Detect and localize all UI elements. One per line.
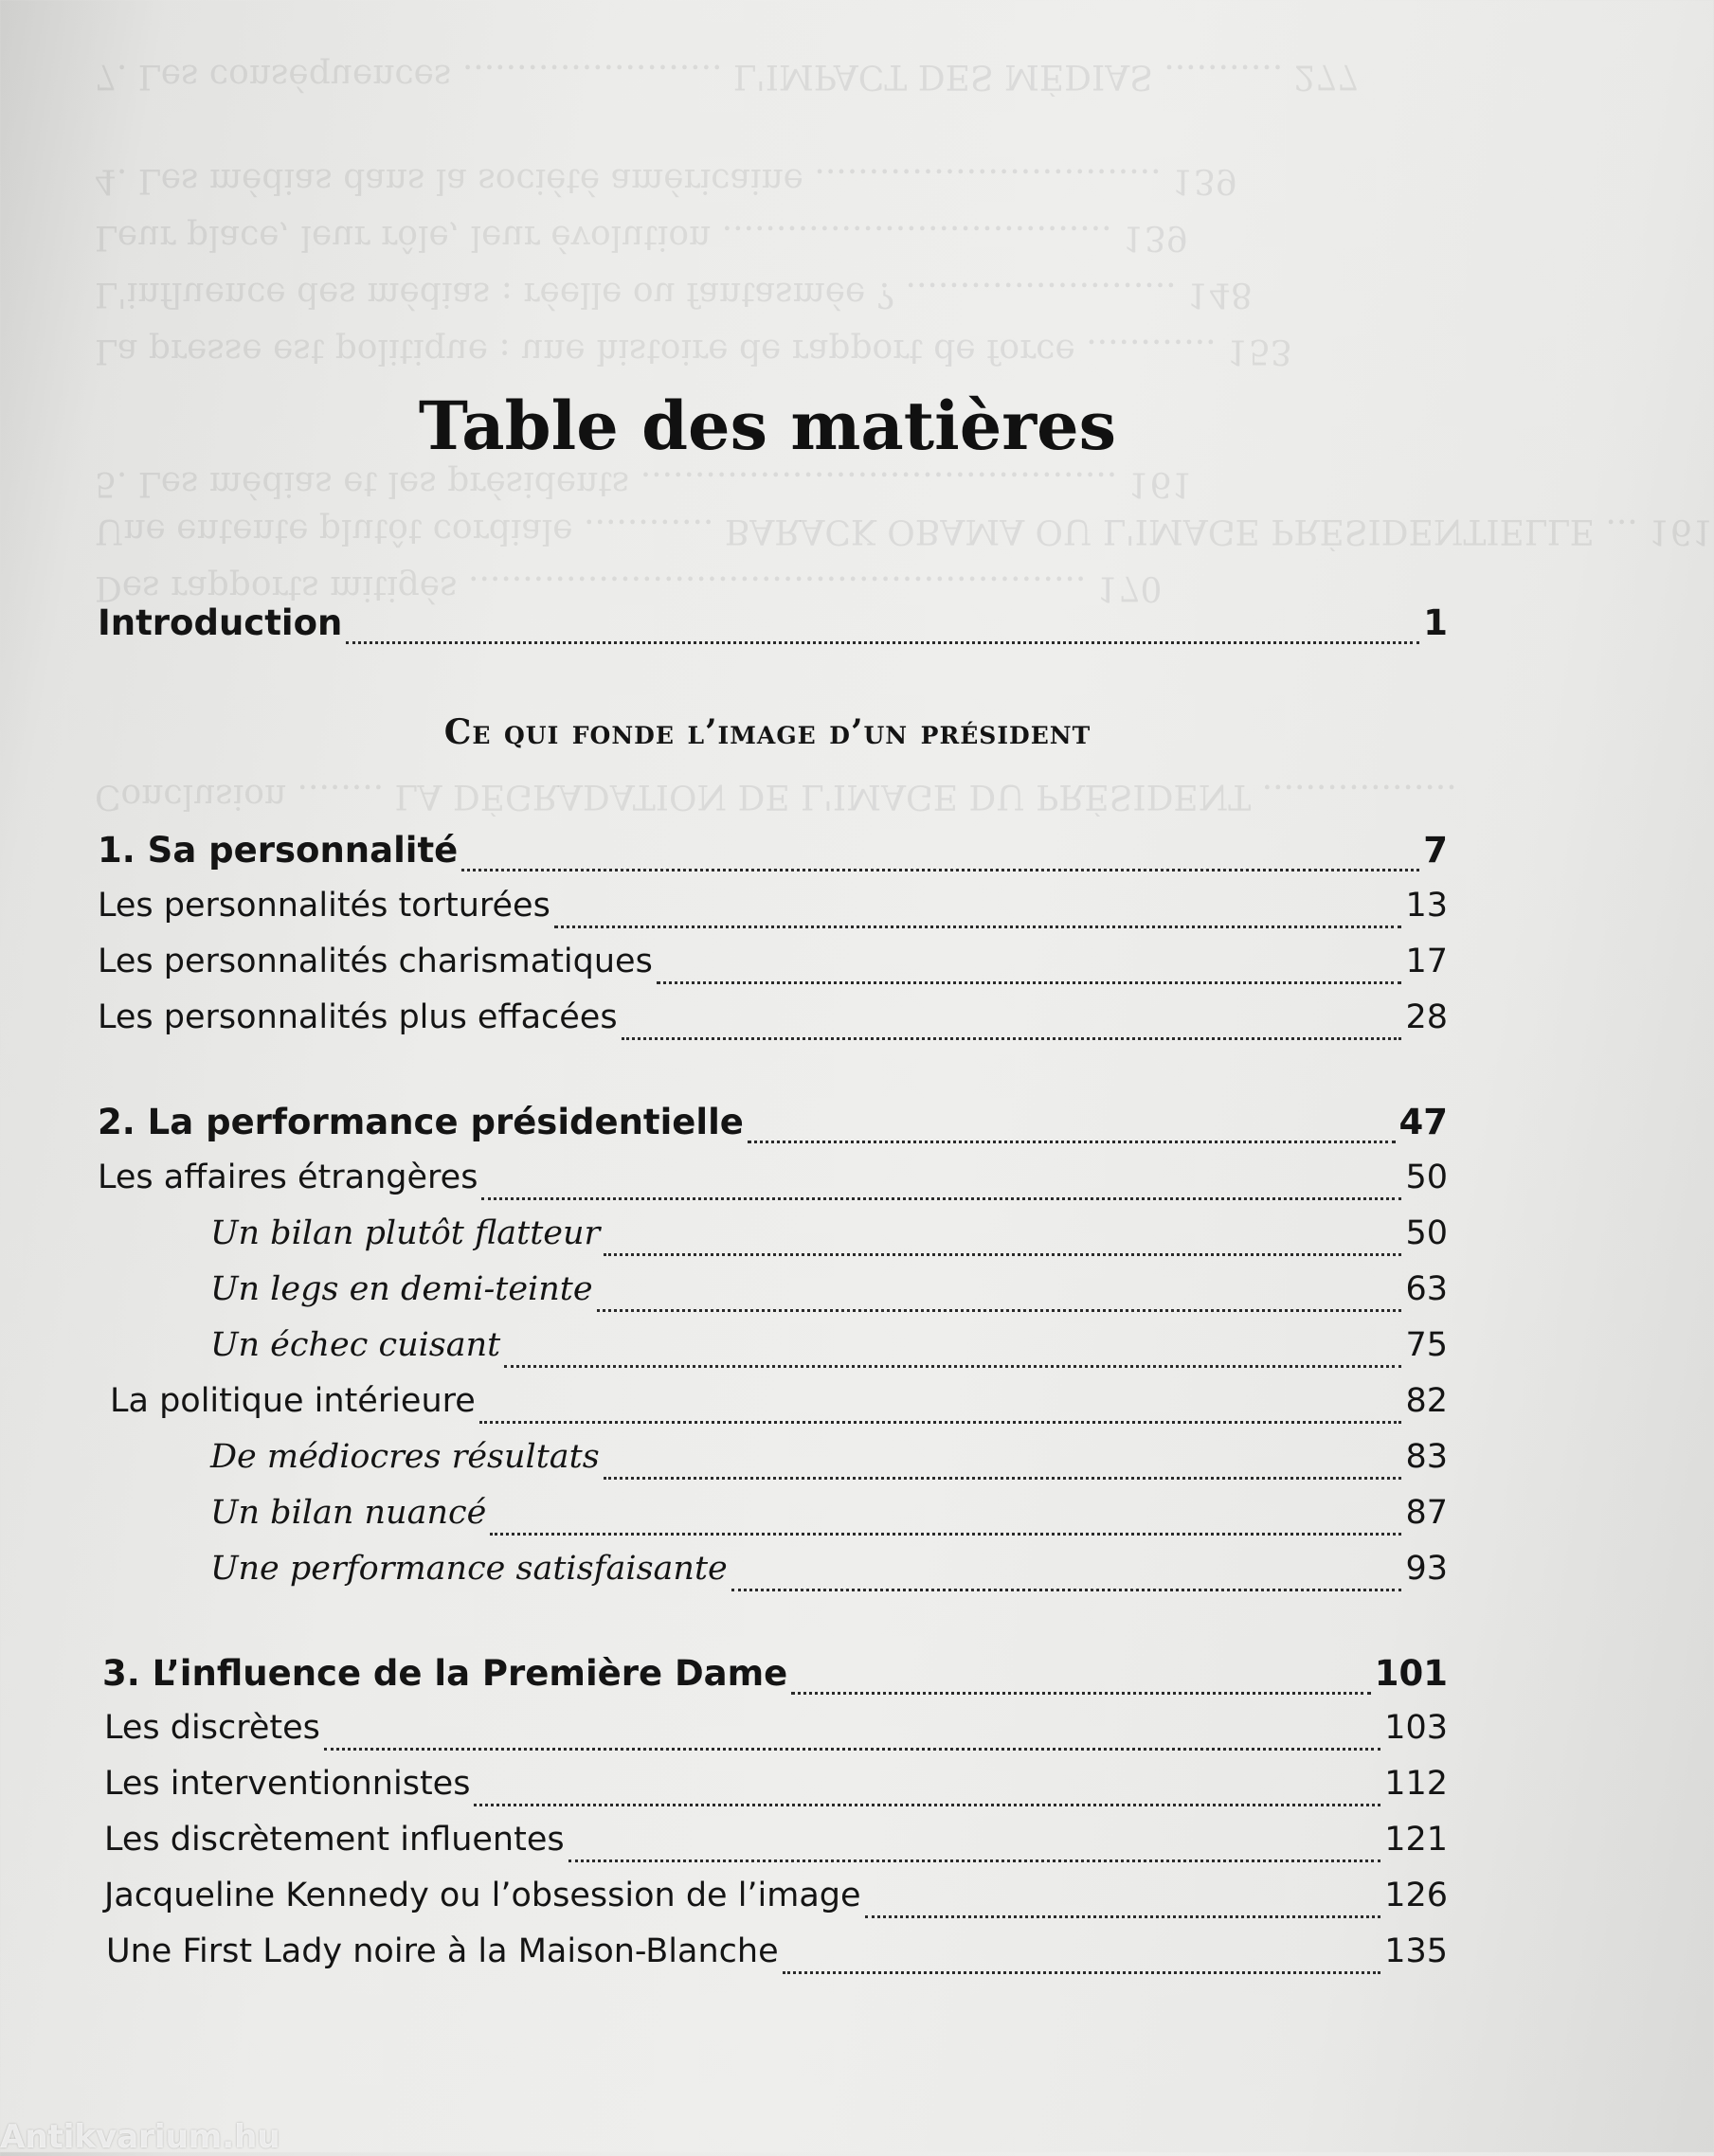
toc-chapter-label: 3. L’influence de la Première Dame [102,1653,788,1694]
toc-page-number: 13 [1405,887,1448,925]
toc-page-number: 7 [1423,830,1448,871]
toc-page-number: 47 [1398,1102,1448,1142]
dot-leader [657,981,1402,984]
toc-page-number: 135 [1384,1932,1448,1970]
toc-entry-label: Une First Lady noire à la Maison-Blanche [106,1932,779,1970]
toc-entry [106,1932,1448,1985]
dot-leader [479,1421,1402,1424]
dot-leader [461,869,1419,871]
toc-page-number: 1 [1423,602,1448,643]
toc-entry [104,1821,1448,1874]
toc-chapter-3 [102,1653,1448,1706]
dot-leader [490,1533,1401,1536]
toc-entry-label: Introduction [98,602,343,643]
toc-entry-label: Les discrètes [104,1709,320,1747]
show-through-text: Une entente plutôt cordiale ............ BARACK OBAMA OU L'IMAGE PRÉSIDENTIELLE ... 161 [95,512,1714,550]
toc-page-number: 121 [1384,1821,1448,1859]
toc-entry-label: Les discrètement influentes [104,1821,565,1859]
dot-leader [731,1589,1402,1591]
toc-subentry [210,1550,1448,1603]
watermark: Antikvarium.hu [0,2118,280,2156]
dot-leader [865,1915,1381,1918]
dot-leader [597,1309,1402,1312]
dot-leader [481,1197,1401,1200]
show-through-text: Des rapports mitigés ......................................................... 170 [95,568,1163,607]
toc-entry-label: Un échec cuisant [210,1326,501,1364]
toc-subentry [210,1214,1448,1267]
toc-page-number: 63 [1405,1270,1448,1308]
dot-leader [474,1804,1380,1806]
toc-entry-label: Les affaires étrangères [98,1159,478,1196]
toc-page-number: 87 [1405,1494,1448,1532]
toc-page-number: 50 [1405,1159,1448,1196]
toc-page-number: 75 [1405,1326,1448,1364]
toc-entry [98,943,1448,996]
dot-leader [554,925,1402,928]
toc-chapter-1 [98,830,1448,883]
show-through-text: 5. Les médias et les présidents ............................................ 161 [95,464,1194,503]
dot-leader [783,1971,1381,1974]
toc-entry [104,1765,1448,1818]
toc-page-number: 93 [1405,1550,1448,1588]
toc-entry [98,1159,1448,1212]
toc-entry [98,998,1448,1051]
dot-leader [604,1253,1401,1256]
toc-entry-label: Une performance satisfaisante [210,1550,728,1588]
dot-leader [346,641,1419,644]
show-through-text: 7. Les conséquences ........................ L'IMPACT DES MÉDIAS ........... 277 [95,57,1360,96]
toc-page-number: 101 [1374,1653,1448,1694]
dot-leader [748,1141,1396,1143]
toc-entry-introduction [98,602,1448,656]
toc-chapter-label: 1. Sa personnalité [98,830,459,871]
toc-entry-label: Un legs en demi-teinte [210,1270,593,1308]
toc-page-number: 112 [1384,1765,1448,1803]
toc-entry-label: Un bilan nuancé [210,1494,487,1532]
dot-leader [504,1365,1401,1368]
toc-entry [104,1877,1448,1930]
dot-leader [568,1860,1381,1862]
toc-entry-label: De médiocres résultats [210,1438,600,1476]
toc-entry [104,1709,1448,1762]
toc-page-number: 17 [1405,943,1448,980]
show-through-text: 4. Les médias dans la société américaine ................................ 139 [95,161,1237,200]
show-through-text: Leur place, leur rôle, leur évolution .................................... 139 [95,218,1188,257]
toc-chapter-label: 2. La performance présidentielle [98,1102,744,1142]
toc-page-number: 83 [1405,1438,1448,1476]
toc-entry [98,887,1448,940]
toc-page-number: 28 [1405,998,1448,1036]
toc-entry [110,1382,1448,1435]
toc-subentry [210,1270,1448,1323]
toc-entry-label: Les personnalités torturées [98,887,550,925]
toc-entry-label: Les personnalités plus effacées [98,998,618,1036]
dot-leader [324,1748,1380,1751]
toc-page-number: 82 [1405,1382,1448,1420]
dot-leader [791,1692,1370,1695]
page-title: Table des matières [418,386,1117,465]
toc-entry-label: Les personnalités charismatiques [98,943,653,980]
toc-entry-label: Un bilan plutôt flatteur [210,1214,601,1252]
toc-page-number: 103 [1384,1709,1448,1747]
toc-page-number: 50 [1405,1214,1448,1252]
show-through-text: La presse est politique : une histoire de rapport de force ............ 153 [95,332,1292,370]
show-through-text: L'influence des médias : réelle ou fantasmée ? ......................... 148 [95,275,1253,314]
toc-page-number: 126 [1384,1877,1448,1914]
toc-entry-label: La politique intérieure [110,1382,476,1420]
dot-leader [604,1477,1402,1480]
toc-chapter-2 [98,1102,1448,1155]
section-heading: Ce qui fonde l’image d’un président [443,712,1092,752]
toc-subentry [210,1438,1448,1491]
toc-subentry [210,1494,1448,1547]
toc-subentry [210,1326,1448,1379]
dot-leader [622,1037,1402,1040]
toc-entry-label: Jacqueline Kennedy ou l’obsession de l’image [104,1877,861,1914]
show-through-text: Conclusion ........ LA DÉGRADATION DE L'IMAGE DU PRÉSIDENT .................. [95,777,1457,816]
toc-entry-label: Les interventionnistes [104,1765,471,1803]
